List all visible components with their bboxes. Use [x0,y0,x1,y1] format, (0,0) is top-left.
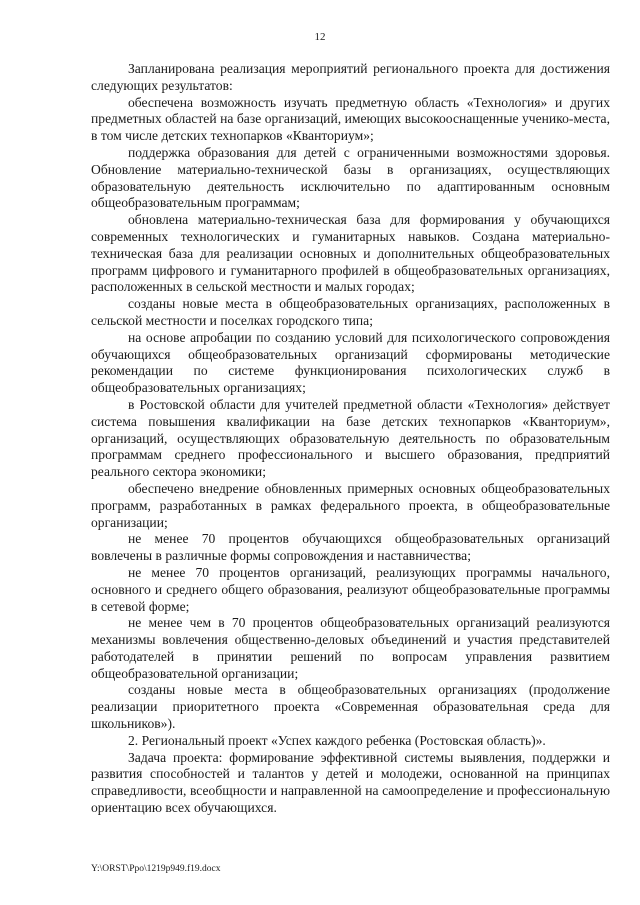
paragraph: на основе апробации по созданию условий для психологического сопровождения обучающихся общеобразовательных организаций сформированы методические рекомендации по системе функционирования психологических служб в общеобразовательных организациях; [91,329,610,396]
paragraph: не менее 70 процентов обучающихся общеобразовательных организаций вовлечены в различные формы сопровождения и наставничества; [91,531,610,564]
file-path-footer: Y:\ORST\Ppo\1219p949.f19.docx [91,864,221,874]
paragraph: созданы новые места в общеобразовательных организациях, расположенных в сельской местности и поселках городского типа; [91,296,610,328]
paragraph: обеспечено внедрение обновленных примерных основных общеобразовательных программ, разработанных в рамках федерального проекта, в общеобразовательные организации; [91,480,610,530]
paragraph: в Ростовской области для учителей предметной области «Технология» действует система повышения квалификации на базе детских технопарков «Кванториум», организаций, осуществляющих образовательную деятельность по образовательным программам среднего профессионального и высшего образования, предприятий реального сектора экономики; [91,396,610,480]
section-heading: 2. Региональный проект «Успех каждого ребенка (Ростовская область)». [128,732,546,748]
document-body [91,61,610,817]
paragraph: обеспечена возможность изучать предметную область «Технология» и других предметных областей на базе организаций, имеющих высокооснащенные ученико-места, в том числе детских технопарков «Кванториум»; [91,94,610,144]
paragraph: Запланирована реализация мероприятий регионального проекта для достижения следующих результатов: [91,61,610,93]
paragraph: не менее 70 процентов организаций, реализующих программы начального, основного и среднего общего образования, реализуют общеобразовательные программы в сетевой форме; [91,564,610,614]
paragraph: Задача проекта: формирование эффективной системы выявления, поддержки и развития способностей и талантов у детей и молодежи, основанной на принципах справедливости, всеобщности и направленной на самоопределение и профессиональную ориентацию всех обучающихся. [91,749,610,816]
paragraph: не менее чем в 70 процентов общеобразовательных организаций реализуются механизмы вовлечения общественно-деловых объединений и участия представителей работодателей в принятии решений по вопросам управления развитием общеобразовательной организации; [91,615,610,681]
paragraph: созданы новые места в общеобразовательных организациях (продолжение реализации приоритетного проекта «Современная образовательная среда для школьников»). [91,682,610,732]
page-number: 12 [314,31,326,43]
paragraph: обновлена материально-техническая база для формирования у обучающихся современных технологических и гуманитарных навыков. Создана материально-техническая база для реализации основных и дополнительных общеобразовательных программ цифрового и гуманитарного профилей в общеобразовательных организациях, расположенных в сельской местности и малых городах; [91,212,610,295]
paragraph: поддержка образования для детей с ограниченными возможностями здоровья. Обновление материально-технической базы в организациях, осуществляющих образовательную деятельность исключительно по адаптированным основным общеобразовательным программам; [91,144,610,211]
